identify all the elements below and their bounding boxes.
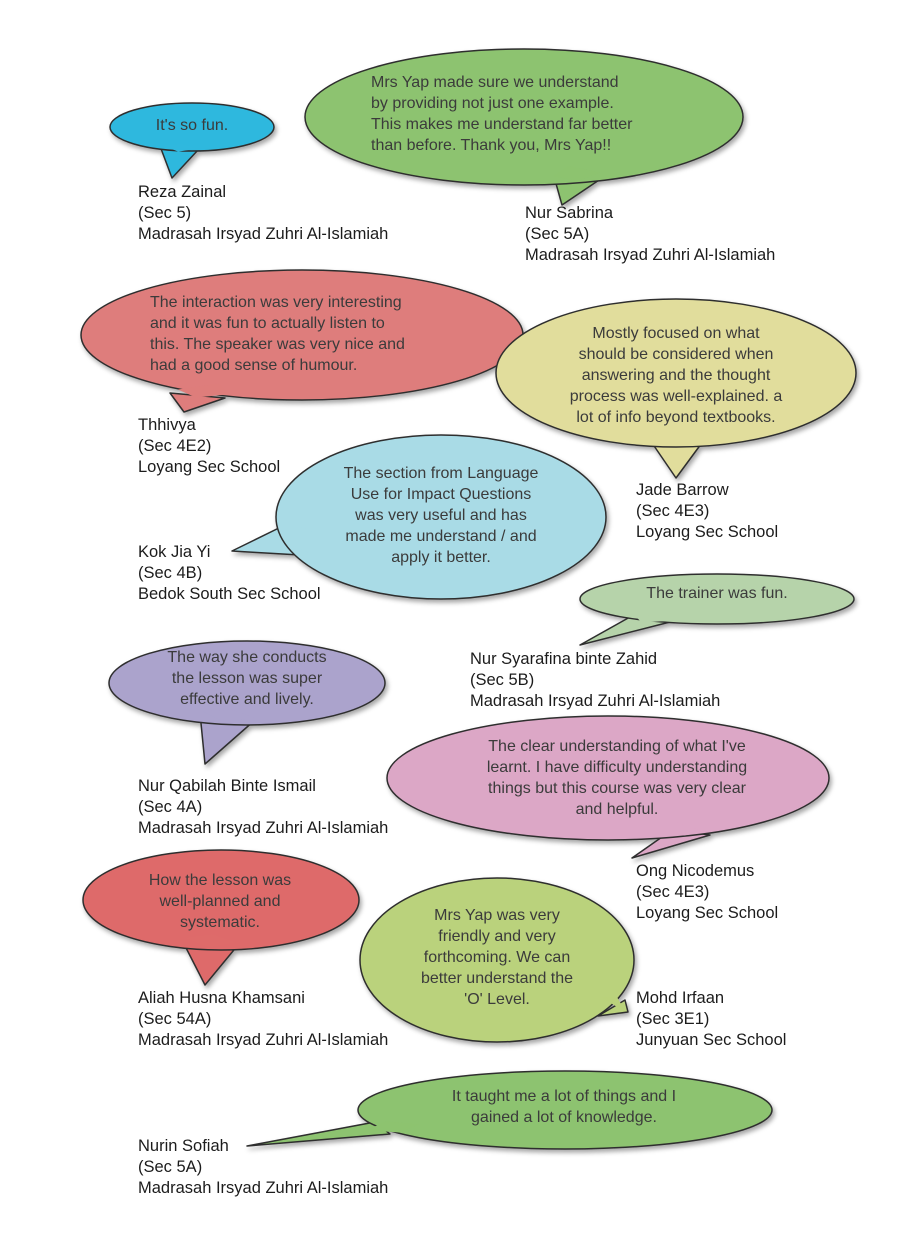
testimonial-quote: Mostly focused on what should be considered when answering and the thought process was well-explained. a lot of info beyond textbooks. <box>569 325 783 426</box>
testimonial-quote: Mrs Yap made sure we understand by providing not just one example. This makes me understand far better than before. Thank you, Mrs Yap!! <box>371 74 633 154</box>
testimonial-quote: It's so fun. <box>155 117 229 134</box>
author-name: Aliah Husna Khamsani <box>138 989 305 1007</box>
testimonial-author <box>636 480 778 543</box>
author-class: (Sec 54A) <box>138 1010 212 1028</box>
author-school: Loyang Sec School <box>636 523 779 541</box>
author-school: Junyuan Sec School <box>636 1031 787 1049</box>
author-class: (Sec 5A) <box>525 225 590 243</box>
author-name: Ong Nicodemus <box>636 862 755 880</box>
author-class: (Sec 4A) <box>138 798 203 816</box>
testimonial-author <box>138 415 280 478</box>
author-school: Madrasah Irsyad Zuhri Al-Islamiah <box>525 246 776 264</box>
author-school: Madrasah Irsyad Zuhri Al-Islamiah <box>138 225 389 243</box>
testimonial-author <box>525 203 775 266</box>
author-school: Madrasah Irsyad Zuhri Al-Islamiah <box>470 692 721 710</box>
testimonial-quote: The clear understanding of what I've learnt. I have difficulty understanding things but this course was very clear and helpful. <box>486 738 748 818</box>
author-name: Reza Zainal <box>138 183 227 201</box>
testimonial-quote: The section from Language Use for Impact Questions was very useful and has made me understand / and apply it better. <box>343 465 539 566</box>
author-class: (Sec 4B) <box>138 564 203 582</box>
testimonial-quote: The way she conducts the lesson was super effective and lively. <box>167 649 327 708</box>
testimonial-author <box>636 861 778 924</box>
author-school: Madrasah Irsyad Zuhri Al-Islamiah <box>138 1031 389 1049</box>
author-name: Jade Barrow <box>636 481 729 499</box>
author-name: Mohd Irfaan <box>636 989 725 1007</box>
testimonial-quote: It taught me a lot of things and I gained a lot of knowledge. <box>451 1088 677 1126</box>
author-school: Loyang Sec School <box>138 458 281 476</box>
author-class: (Sec 5A) <box>138 1158 203 1176</box>
author-name: Nurin Sofiah <box>138 1137 229 1155</box>
author-name: Kok Jia Yi <box>138 543 211 561</box>
testimonial-author <box>138 1136 388 1199</box>
author-class: (Sec 5B) <box>470 671 535 689</box>
author-name: Thhivya <box>138 416 196 434</box>
author-name: Nur Syarafina binte Zahid <box>470 650 658 668</box>
author-name: Nur Sabrina <box>525 204 614 222</box>
author-school: Bedok South Sec School <box>138 585 321 603</box>
testimonial-author <box>470 649 720 712</box>
testimonial-quote: The trainer was fun. <box>646 585 788 602</box>
testimonial-quote: The interaction was very interesting and it was fun to actually listen to this. The speaker was very nice and had a good sense of humour. <box>150 294 405 374</box>
author-class: (Sec 4E3) <box>636 502 710 520</box>
author-school: Madrasah Irsyad Zuhri Al-Islamiah <box>138 819 389 837</box>
testimonial-author <box>138 988 388 1051</box>
author-school: Loyang Sec School <box>636 904 779 922</box>
author-class: (Sec 5) <box>138 204 192 222</box>
author-school: Madrasah Irsyad Zuhri Al-Islamiah <box>138 1179 389 1197</box>
testimonial-author <box>138 776 388 839</box>
testimonial-quote: Mrs Yap was very friendly and very forthcoming. We can better understand the 'O' Level. <box>420 907 574 1008</box>
testimonial-author <box>138 542 321 605</box>
author-class: (Sec 4E2) <box>138 437 212 455</box>
testimonial-author <box>138 182 388 245</box>
author-name: Nur Qabilah Binte Ismail <box>138 777 316 795</box>
testimonial-quote: How the lesson was well-planned and systematic. <box>148 872 292 931</box>
author-class: (Sec 4E3) <box>636 883 710 901</box>
author-class: (Sec 3E1) <box>636 1010 710 1028</box>
testimonial-author <box>636 988 786 1051</box>
